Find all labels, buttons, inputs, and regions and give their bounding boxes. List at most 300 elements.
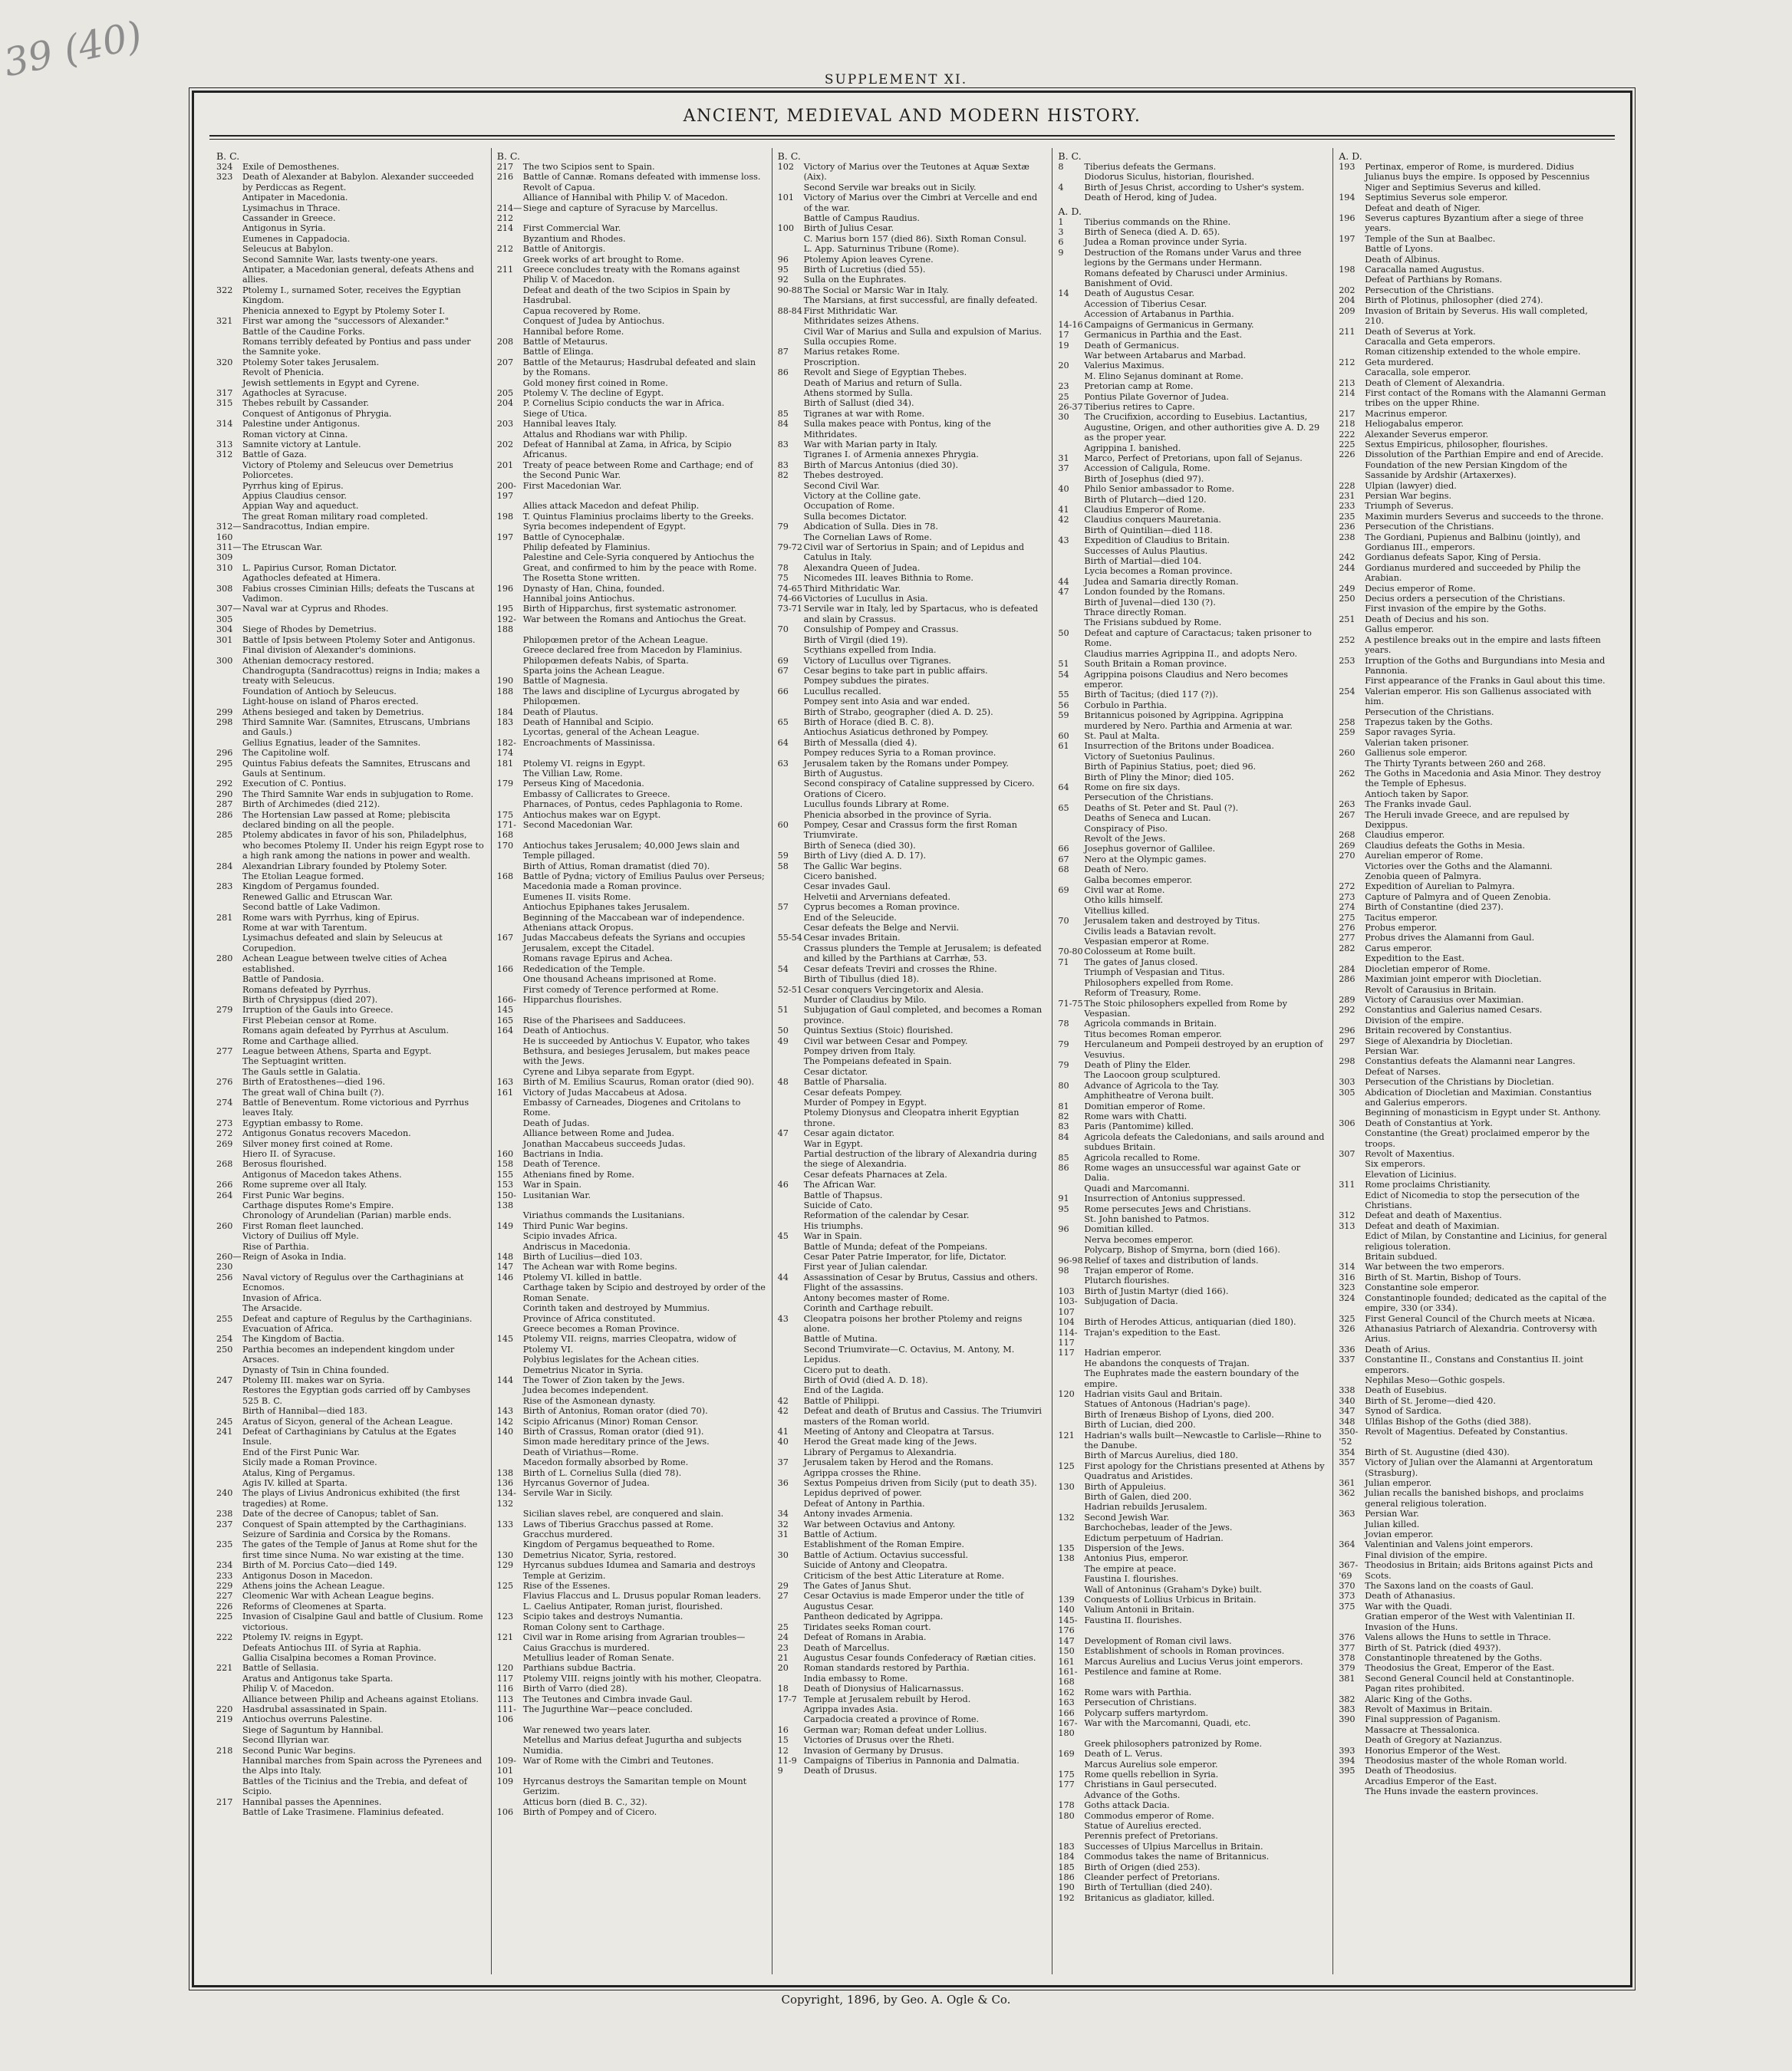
entry-text: Death of Clement of Alexandria. <box>1365 377 1505 388</box>
entry-text: Faustina II. flourishes. <box>1084 1615 1182 1625</box>
timeline-entry <box>497 584 766 594</box>
entry-text: Partial destruction of the library of Alexandria during the siege of Alexandria. <box>803 1149 1037 1170</box>
entry-text: P. Cornelius Scipio conducts the war in Africa. <box>522 398 725 409</box>
entry-text: Eumenes II. visits Rome. <box>522 891 631 902</box>
entry-text: Byzantium and Rhodes. <box>522 233 626 244</box>
entry-year: 54 <box>777 963 789 974</box>
entry-year: 166 <box>496 963 514 974</box>
timeline-entry <box>1339 1088 1608 1108</box>
entry-year <box>497 727 523 737</box>
timeline-entry <box>1339 491 1608 501</box>
timeline-entry <box>1058 1317 1327 1327</box>
timeline-entry <box>1058 515 1327 525</box>
entry-text: Perseus King of Macedonia. <box>522 779 644 789</box>
timeline-entry <box>1058 566 1327 576</box>
entry-year: 200-197 <box>496 480 516 501</box>
timeline-entry <box>216 285 486 306</box>
entry-year <box>1058 906 1084 916</box>
timeline-entry <box>216 1385 486 1406</box>
entry-year <box>497 573 523 583</box>
entry-text: Battle of Pharsalia. <box>803 1077 888 1088</box>
entry-text: Birth of Virgil (died 19). <box>803 634 908 645</box>
timeline-entry <box>1058 772 1327 782</box>
entry-text: Nero at the Olympic games. <box>1084 854 1207 864</box>
entry-year <box>1339 604 1365 614</box>
timeline-entry <box>1058 1636 1327 1646</box>
entry-year: 202 <box>496 439 514 449</box>
entry-year <box>1058 875 1084 885</box>
entry-text: The Gordiani, Pupienus and Balbinu (jointly), and Gordianus III., emperors. <box>1365 532 1581 553</box>
entry-year: 145 <box>496 1334 514 1345</box>
timeline-entry <box>778 1345 1047 1365</box>
entry-year <box>778 1139 804 1149</box>
entry-text: Pompey reduces Syria to a Roman province. <box>803 748 996 759</box>
timeline-entry <box>216 203 486 213</box>
timeline-entry <box>216 1077 486 1087</box>
entry-year <box>216 1735 242 1745</box>
timeline-entry <box>1339 295 1608 305</box>
timeline-entry <box>778 234 1047 244</box>
entry-year: 20 <box>1058 361 1069 371</box>
timeline-entry <box>216 1128 486 1138</box>
entry-text: Death of Judas. <box>522 1118 590 1128</box>
entry-text: Evacuation of Africa. <box>242 1323 334 1334</box>
entry-year: 284 <box>1339 963 1356 974</box>
entry-year: 171-168 <box>496 820 516 841</box>
entry-year: 298 <box>216 716 233 727</box>
entry-text: Birth of Papinius Statius, poet; died 96. <box>1084 762 1257 772</box>
entry-text: Pestilence and famine at Rome. <box>1084 1666 1222 1677</box>
timeline-entry <box>1339 727 1608 737</box>
timeline-entry <box>778 285 1047 295</box>
entry-text: The Third Samnite War ends in subjugation to Rome. <box>242 789 474 799</box>
timeline-entry <box>216 1180 486 1190</box>
entry-year <box>497 1139 523 1149</box>
entry-year: 45 <box>777 1231 789 1242</box>
entry-text: Rome and Carthage allied. <box>242 1036 359 1046</box>
timeline-entry <box>1058 1553 1327 1563</box>
entry-year: 296 <box>216 748 233 759</box>
timeline-entry <box>1339 953 1608 963</box>
entry-text: Agathocles defeated at Himera. <box>242 573 381 584</box>
timeline-entry <box>1058 587 1327 597</box>
entry-year: 395 <box>1339 1766 1356 1776</box>
entry-text: Battle of Lake Trasimene. Flaminius defeated. <box>242 1807 444 1817</box>
timeline-entry <box>1339 810 1608 831</box>
entry-year: 197 <box>1339 233 1356 244</box>
entry-text: Pyrrhus king of Epirus. <box>242 480 344 491</box>
timeline-entry <box>778 748 1047 758</box>
entry-year: 16 <box>777 1724 789 1735</box>
timeline-entry <box>778 707 1047 717</box>
timeline-entry <box>1058 1410 1327 1420</box>
timeline-entry <box>778 738 1047 748</box>
entry-text: Tiridates seeks Roman court. <box>803 1622 931 1632</box>
entry-text: Valium Antonii in Britain. <box>1084 1605 1195 1615</box>
entry-text: Hyrcanus Governor of Judea. <box>522 1478 650 1488</box>
entry-year: 264 <box>216 1190 233 1200</box>
entry-text: End of the First Punic War. <box>242 1447 361 1457</box>
entry-text: Gellius Egnatius, leader of the Samnites. <box>242 737 421 748</box>
entry-text: Final division of Alexander's dominions. <box>242 645 417 656</box>
timeline-entry <box>1058 1513 1327 1523</box>
entry-year <box>1058 566 1084 576</box>
timeline-entry <box>1339 1766 1608 1776</box>
entry-text: Maximian joint emperor with Diocletian. <box>1365 974 1542 985</box>
timeline-entry <box>216 1406 486 1416</box>
entry-year <box>497 861 523 871</box>
entry-text: Antiochus makes war on Egypt. <box>522 809 661 820</box>
timeline-entry <box>216 419 486 429</box>
timeline-entry <box>1058 505 1327 515</box>
timeline-entry <box>497 656 766 666</box>
entry-text: Victory of Lucullus over Tigranes. <box>803 655 951 666</box>
timeline-entry <box>497 1282 766 1303</box>
timeline-entry <box>497 1725 766 1735</box>
entry-text: Irruption of the Gauls into Greece. <box>242 1005 394 1016</box>
entry-text: Advance of Agricola to the Tay. <box>1084 1080 1219 1091</box>
timeline-entry <box>497 357 766 378</box>
entry-text: The gates of the Temple of Janus at Rome shut for the first time since Numa. No war existing at the time. <box>242 1539 478 1560</box>
timeline-entry <box>778 820 1047 841</box>
timeline-entry <box>1058 1646 1327 1656</box>
entry-year: 250 <box>1339 594 1356 604</box>
timeline-entry <box>216 861 486 871</box>
timeline-entry <box>216 357 486 367</box>
timeline-entry <box>778 1005 1047 1026</box>
entry-year <box>497 1242 523 1252</box>
entry-text: The Huns invade the eastern provinces. <box>1365 1786 1539 1797</box>
entry-text: Revolt of Magentius. Defeated by Constantius. <box>1365 1426 1568 1437</box>
entry-year <box>1339 789 1365 799</box>
entry-text: Battle of Philippi. <box>803 1395 880 1406</box>
entry-text: The plays of Livius Andronicus exhibited (the first tragedies) at Rome. <box>242 1488 460 1509</box>
entry-year <box>216 1653 242 1663</box>
entry-year: 96-98 <box>1058 1255 1083 1266</box>
entry-year <box>1058 927 1084 937</box>
timeline-entry <box>216 686 486 696</box>
entry-text: Claudius conquers Mauretania. <box>1084 515 1221 525</box>
entry-year: 113 <box>496 1694 514 1704</box>
entry-text: Cesar invades Britain. <box>803 933 901 943</box>
entry-year <box>216 686 242 696</box>
timeline-entry <box>778 624 1047 634</box>
entry-year: 161 <box>1058 1656 1075 1667</box>
entry-text: Birth of Irenæus Bishop of Lyons, died 200. <box>1084 1409 1274 1420</box>
timeline-entry <box>216 738 486 748</box>
timeline-entry <box>497 244 766 254</box>
timeline-entry <box>1058 546 1327 556</box>
entry-year: 228 <box>1339 480 1356 491</box>
entry-year <box>216 1468 242 1478</box>
timeline-entry <box>778 1406 1047 1427</box>
entry-year <box>778 1468 804 1478</box>
entry-text: Second General Council held at Constantinople. <box>1365 1673 1575 1684</box>
timeline-entry <box>1058 1214 1327 1224</box>
entry-text: War in Spain. <box>803 1231 862 1242</box>
entry-year <box>778 1149 804 1170</box>
timeline-entry <box>1058 803 1327 813</box>
entry-year <box>216 974 242 984</box>
timeline-entry <box>216 1735 486 1745</box>
entry-text: The Gallic War begins. <box>803 861 902 871</box>
entry-text: Light-house on island of Pharos erected. <box>242 696 419 707</box>
entry-text: Deaths of Seneca and Lucan. <box>1084 813 1211 824</box>
entry-year: 378 <box>1339 1652 1356 1663</box>
timeline-entry <box>216 1016 486 1026</box>
entry-year <box>497 913 523 923</box>
entry-year: 213 <box>1339 377 1356 388</box>
timeline-entry <box>1058 484 1327 494</box>
entry-year: 78 <box>1058 1019 1069 1029</box>
entry-text: Third Samnite War. (Samnites, Etruscans, Umbrians and Gauls.) <box>242 716 470 738</box>
entry-text: Simon made hereditary prince of the Jews. <box>522 1437 710 1447</box>
timeline-entry <box>1339 1128 1608 1149</box>
timeline-entry <box>778 1139 1047 1149</box>
timeline-entry <box>216 316 486 326</box>
timeline-entry <box>778 1303 1047 1313</box>
entry-text: Quadi and Marcomanni. <box>1084 1183 1190 1194</box>
timeline-entry <box>778 1746 1047 1756</box>
entry-year: 163 <box>1058 1697 1075 1708</box>
entry-text: Invasion of Africa. <box>242 1292 322 1303</box>
timeline-entry <box>216 1520 486 1529</box>
timeline-entry <box>497 1520 766 1529</box>
timeline-entry <box>778 213 1047 223</box>
entry-year <box>778 769 804 779</box>
entry-year: 32 <box>777 1519 789 1529</box>
entry-text: The Etruscan War. <box>242 542 323 553</box>
timeline-entry <box>1339 738 1608 748</box>
timeline-entry <box>216 974 486 984</box>
entry-text: Pertinax, emperor of Rome, is murdered. Didius Julianus buys the empire. Is opposed by Pescennius Niger and Septimius Severus and killed. <box>1365 162 1590 193</box>
entry-year <box>216 1406 242 1416</box>
entry-text: Dynasty of Han, China, founded. <box>522 583 665 594</box>
entry-text: First apology for the Christians presented at Athens by Quadratus and Aristides. <box>1084 1460 1325 1482</box>
entry-year: 130 <box>496 1549 514 1560</box>
timeline-entry <box>1058 278 1327 288</box>
entry-text: Rome on fire six days. <box>1084 782 1181 792</box>
entry-text: Mithridates seizes Athens. <box>803 316 919 327</box>
timeline-entry <box>1339 985 1608 995</box>
entry-text: Battle of Beneventum. Rome victorious and Pyrrhus leaves Italy. <box>242 1097 469 1118</box>
entry-year <box>497 378 523 388</box>
entry-year <box>1339 1529 1365 1539</box>
entry-text: Antiochus overruns Palestine. <box>242 1714 373 1725</box>
entry-year <box>1339 1612 1365 1622</box>
entry-text: Final suppression of Paganism. <box>1365 1714 1500 1725</box>
entry-text: The gates of Janus closed. <box>1084 956 1198 967</box>
entry-text: Successes of Ulpius Marcellus in Britain. <box>1084 1841 1263 1852</box>
entry-year <box>778 676 804 686</box>
entry-text: Barchochebas, leader of the Jews. <box>1084 1523 1233 1533</box>
entry-text: Polybius legislates for the Achean cities. <box>522 1355 700 1365</box>
entry-text: Gordianus defeats Sapor, King of Persia. <box>1365 552 1541 563</box>
entry-text: Battle of Thapsus. <box>803 1190 883 1200</box>
entry-year: 375 <box>1339 1601 1356 1612</box>
entry-year <box>1339 1231 1365 1252</box>
entry-text: Colosseum at Rome built. <box>1084 947 1196 957</box>
timeline-entry <box>1058 1543 1327 1553</box>
timeline-entry <box>1058 1585 1327 1595</box>
entry-text: Death of Hannibal and Scipio. <box>522 716 654 727</box>
timeline-entry <box>778 1581 1047 1591</box>
timeline-entry <box>1339 1786 1608 1796</box>
entry-year: 196 <box>496 583 514 594</box>
entry-year <box>1339 953 1365 963</box>
timeline-entry <box>497 1756 766 1776</box>
timeline-entry <box>1058 227 1327 237</box>
timeline-entry <box>216 491 486 501</box>
entry-year <box>497 1385 523 1395</box>
timeline-entry <box>216 1252 486 1273</box>
timeline-entry <box>1339 707 1608 717</box>
timeline-entry <box>778 635 1047 645</box>
entry-text: Zenobia queen of Palmyra. <box>1365 871 1482 882</box>
entry-text: Domitian killed. <box>1084 1224 1154 1235</box>
entry-year: 70 <box>777 624 789 635</box>
entry-year <box>1058 1399 1084 1409</box>
entry-year: 90-88 <box>777 285 802 295</box>
entry-year: 125 <box>496 1581 514 1592</box>
timeline-entry <box>1339 460 1608 481</box>
entry-year <box>497 974 523 984</box>
entry-text: Antigonus Doson in Macedon. <box>242 1570 373 1581</box>
entry-text: Valentinian and Valens joint emperors. <box>1365 1539 1533 1550</box>
entry-year <box>1058 474 1084 484</box>
timeline-entry <box>497 1509 766 1519</box>
entry-year: 161-168 <box>1058 1666 1078 1687</box>
timeline-entry <box>1339 1159 1608 1169</box>
entry-year <box>778 234 804 244</box>
entry-text: Theodosius the Great, Emperor of the East. <box>1365 1663 1555 1674</box>
timeline-entry <box>778 1190 1047 1200</box>
entry-text: The Villian Law, Rome. <box>522 768 623 779</box>
entry-year <box>1058 268 1084 278</box>
timeline-entry <box>216 430 486 440</box>
entry-year: 273 <box>216 1118 233 1128</box>
entry-year: 69 <box>1058 885 1069 896</box>
timeline-entry <box>1058 690 1327 700</box>
entry-text: Pretorian camp at Rome. <box>1084 381 1194 392</box>
entry-year: 313 <box>1339 1220 1356 1231</box>
entry-text: Titus becomes Roman emperor. <box>1084 1029 1222 1039</box>
timeline-entry <box>1058 628 1327 649</box>
timeline-entry <box>1339 1149 1608 1159</box>
entry-year: 312 <box>1339 1210 1356 1221</box>
timeline-entry <box>1339 1324 1608 1345</box>
entry-year: 280 <box>216 953 233 964</box>
entry-year <box>497 1396 523 1406</box>
entry-text: Second Macedonian War. <box>522 820 633 830</box>
entry-year <box>216 1447 242 1457</box>
timeline-entry <box>497 666 766 676</box>
timeline-entry <box>497 1365 766 1375</box>
entry-text: Second Servile war breaks out in Sicily. <box>803 182 977 193</box>
entry-year: 273 <box>1339 891 1356 902</box>
timeline-entry <box>1339 1262 1608 1272</box>
timeline-entry <box>1339 255 1608 265</box>
entry-text: Gordianus murdered and succeeded by Philip the Arabian. <box>1365 562 1581 584</box>
timeline-entry <box>778 449 1047 459</box>
timeline-entry <box>778 1365 1047 1375</box>
entry-year <box>1339 871 1365 881</box>
timeline-entry <box>216 830 486 861</box>
entry-text: Edictum perpetuum of Hadrian. <box>1084 1533 1224 1543</box>
timeline-entry <box>497 1262 766 1272</box>
timeline-entry <box>497 1529 766 1539</box>
entry-year: 165 <box>496 1015 514 1026</box>
timeline-entry <box>1339 1591 1608 1601</box>
entry-text: Cyrene and Libya separate from Egypt. <box>522 1066 695 1077</box>
timeline-entry <box>1058 248 1327 268</box>
entry-year <box>497 1324 523 1334</box>
timeline-entry <box>216 810 486 831</box>
timeline-entry <box>778 913 1047 923</box>
entry-text: Second Punic War begins. <box>242 1745 356 1756</box>
entry-year: 363 <box>1339 1509 1356 1520</box>
entry-year <box>778 491 804 501</box>
entry-text: Fabius crosses Ciminian Hills; defeats the Tuscans at Vadimon. <box>242 583 475 604</box>
entry-year <box>1339 738 1365 748</box>
entry-text: Birth of St. Martin, Bishop of Tours. <box>1365 1272 1521 1282</box>
entry-year: 15 <box>777 1735 789 1746</box>
timeline-entry <box>1058 649 1327 659</box>
entry-text: End of the Lagida. <box>803 1385 884 1396</box>
entry-year: 275 <box>1339 912 1356 923</box>
entry-text: Roman standards restored by Parthia. <box>803 1663 970 1674</box>
timeline-entry <box>497 759 766 769</box>
entry-year: 193 <box>1339 162 1356 172</box>
entry-text: His triumphs. <box>803 1220 864 1231</box>
entry-year: 84 <box>777 419 789 430</box>
entry-text: Valerian taken prisoner. <box>1365 737 1469 748</box>
timeline-entry <box>497 440 766 460</box>
entry-year: 354 <box>1339 1447 1356 1457</box>
timeline-entry <box>216 1632 486 1642</box>
timeline-entry <box>1339 861 1608 871</box>
entry-year: 40 <box>777 1437 789 1447</box>
entry-year <box>778 1262 804 1272</box>
entry-year <box>497 892 523 902</box>
entry-year <box>778 1612 804 1622</box>
entry-text: Antiochus Epiphanes takes Jerusalem. <box>522 902 690 913</box>
entry-text: Battle of Pandosia. <box>242 974 324 985</box>
entry-year: 9 <box>777 1766 783 1776</box>
timeline-entry <box>497 1478 766 1488</box>
entry-year: 44 <box>1058 576 1069 587</box>
entry-text: Battle of Mutina. <box>803 1334 878 1345</box>
entry-year: 81 <box>1058 1101 1069 1111</box>
timeline-entry <box>1339 1447 1608 1457</box>
timeline-entry <box>778 327 1047 337</box>
entry-text: Capua recovered by Rome. <box>522 305 641 316</box>
timeline-entry <box>1058 1708 1327 1718</box>
entry-year <box>778 295 804 305</box>
timeline-entry <box>497 964 766 974</box>
era-heading: A. D. <box>1339 150 1362 162</box>
entry-year <box>497 1447 523 1457</box>
timeline-entry <box>778 943 1047 964</box>
entry-year: 41 <box>777 1426 789 1437</box>
timeline-entry <box>497 1303 766 1313</box>
entry-year: 284 <box>216 861 233 871</box>
entry-text: The great wall of China built (?). <box>242 1087 384 1098</box>
entry-year <box>216 1231 242 1241</box>
entry-year: 267 <box>1339 809 1356 820</box>
entry-year <box>1058 1358 1084 1368</box>
timeline-entry <box>1339 193 1608 202</box>
